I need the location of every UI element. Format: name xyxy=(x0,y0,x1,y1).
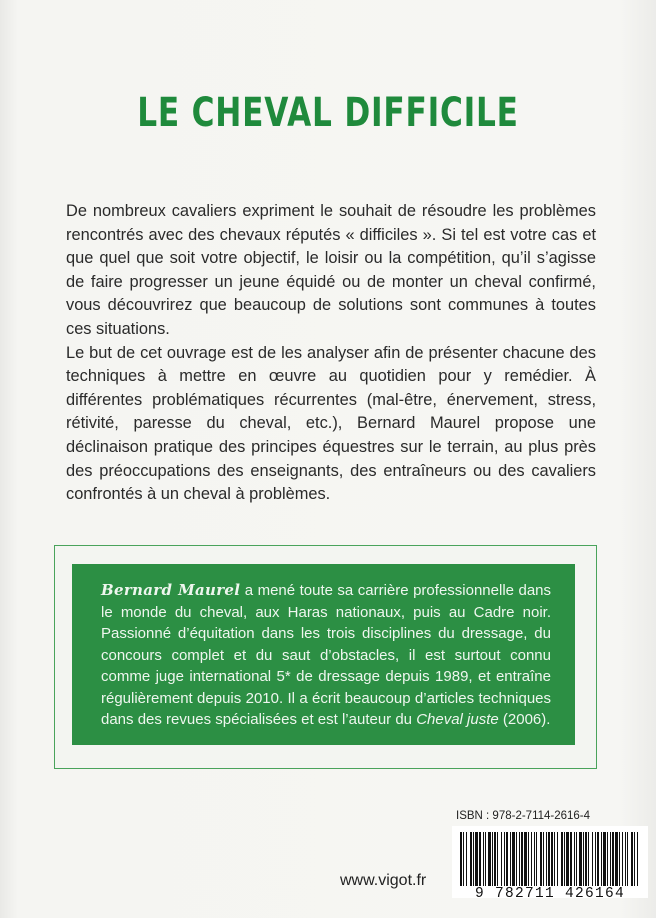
barcode-bar xyxy=(583,832,584,886)
barcode-bar xyxy=(494,832,496,886)
barcode-bar xyxy=(610,832,611,886)
barcode-bar xyxy=(483,832,484,886)
bio-text-part-1: a mené toute sa carrière professionnelle dans le monde du cheval, aux Haras nationaux, puis au Cadre noir. Passionné d’équitation dans les trois disciplines du dressage, du concours complet et du saut d’obstacles, il est surtout connu comme juge international 5* de dressage depuis 1989, et entraîne régulièrement depuis 2010. Il a écrit beaucoup d’articles techniques dans des revues spécialisées et est l’auteur du xyxy=(101,582,552,728)
barcode-bar xyxy=(595,832,596,886)
barcode xyxy=(452,826,648,902)
barcode-bar xyxy=(574,832,575,886)
barcode-bar xyxy=(615,832,618,886)
barcode-bar xyxy=(601,832,602,886)
barcode-bar xyxy=(528,832,529,886)
barcode-bar xyxy=(625,832,626,886)
barcode-bar xyxy=(566,832,569,886)
author-name: Bernard Maurel xyxy=(101,581,241,599)
barcode-bar xyxy=(460,832,462,886)
barcode-bar xyxy=(540,832,542,886)
barcode-bar xyxy=(627,832,628,886)
barcode-bar xyxy=(557,832,558,886)
back-cover-description xyxy=(66,200,596,507)
barcode-bar xyxy=(479,832,481,886)
publisher-website: www.vigot.fr xyxy=(340,872,427,889)
barcode-bar xyxy=(516,832,517,886)
barcode-bar xyxy=(512,832,515,886)
barcode-bar xyxy=(564,832,565,886)
barcode-bar xyxy=(510,832,511,886)
barcode-bar xyxy=(463,832,464,886)
barcode-bar xyxy=(536,832,537,886)
barcode-bar xyxy=(579,832,582,886)
author-bio-text xyxy=(101,580,551,731)
bio-text-part-2: (2006). xyxy=(498,711,551,728)
barcode-bar xyxy=(524,832,527,886)
barcode-bar xyxy=(548,832,550,886)
barcode-bar xyxy=(470,832,472,886)
barcode-bar xyxy=(531,832,532,886)
barcode-bar xyxy=(466,832,467,886)
barcode-bar xyxy=(554,832,555,886)
barcode-bar xyxy=(488,832,491,886)
barcode-bar xyxy=(534,832,535,886)
barcode-bar xyxy=(585,832,587,886)
barcode-bar xyxy=(592,832,593,886)
barcode-bar xyxy=(497,832,498,886)
barcode-bar xyxy=(619,832,620,886)
barcode-bar xyxy=(597,832,599,886)
barcode-bar xyxy=(588,832,589,886)
description-paragraph-2: Le but de cet ouvrage est de les analyser afin de présenter chacune des techniques à mettre en œuvre au quotidien pour y remédier. À différentes problématiques récurrentes (mal-être, énervement, stress, rétivité, paresse du cheval, etc.), Bernard Maurel propose une déclinaison pratique des principes équestres sur le terrain, au plus près des préoccupations des enseignants, des entraîneurs ou des cavaliers confrontés à un cheval à problèmes. xyxy=(66,343,596,504)
barcode-digits: 9 782711 426164 xyxy=(474,886,626,902)
barcode-bar xyxy=(607,832,608,886)
barcode-bar xyxy=(546,832,547,886)
book-title: LE CHEVAL DIFFICILE xyxy=(137,90,519,136)
barcode-bar xyxy=(521,832,523,886)
barcode-bar xyxy=(506,832,508,886)
barcode-bar xyxy=(501,832,502,886)
barcode-bar xyxy=(634,832,635,886)
barcode-bars xyxy=(460,832,640,886)
barcode-bar xyxy=(570,832,572,886)
barcode-bar xyxy=(576,832,577,886)
barcode-bar xyxy=(603,832,606,886)
barcode-bar xyxy=(473,832,474,886)
isbn-label: ISBN : 978-2-7114-2616-4 xyxy=(456,810,591,822)
barcode-bar xyxy=(631,832,633,886)
barcode-bar xyxy=(475,832,478,886)
barcode-bar xyxy=(485,832,486,886)
barcode-bar xyxy=(612,832,614,886)
barcode-bar xyxy=(551,832,553,886)
barcode-bar xyxy=(519,832,520,886)
previous-book-title: Cheval juste xyxy=(416,711,499,728)
barcode-bar xyxy=(561,832,563,886)
barcode-bar xyxy=(504,832,505,886)
barcode-bar xyxy=(637,832,638,886)
barcode-bar xyxy=(543,832,544,886)
description-paragraph-1: De nombreux cavaliers expriment le souhait de résoudre les problèmes rencontrés avec des chevaux réputés « difficiles ». Si tel est votre cas et que quel que soit votre objectif, le loisir ou la compétition, qu’il s’agisse de faire progresser un jeune équidé ou de monter un cheval confirmé, vous découvrirez que beaucoup de solutions sont communes à toutes ces situations. xyxy=(66,202,596,338)
barcode-bar xyxy=(622,832,623,886)
barcode-bar xyxy=(492,832,493,886)
